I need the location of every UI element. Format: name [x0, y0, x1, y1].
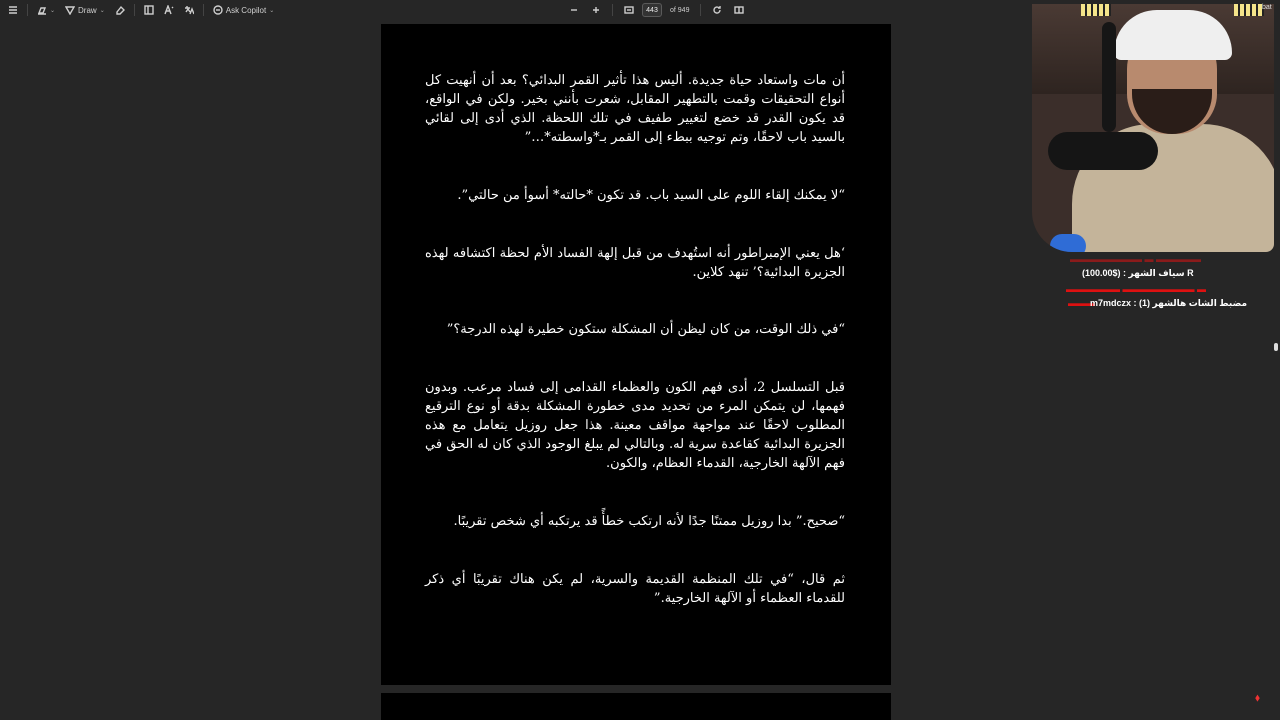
page-total: of 949	[670, 6, 690, 14]
toolbar-separator	[27, 4, 28, 16]
translate-icon	[184, 5, 194, 15]
paragraph: ‘هل يعني الإمبراطور أنه استُهدف من قبل إلهة الفساد الأم لحظة اكتشافه لهذه الجزيرة البدائية؟’ تنهد كلاين.	[425, 246, 845, 280]
overlay-top-moderator: m7mdczx : (1) مضبط الشات هالشهر	[1090, 298, 1248, 308]
crown-badge-icon	[1081, 4, 1111, 16]
toolbar-separator	[700, 4, 701, 16]
pdf-next-page	[381, 693, 891, 720]
two-page-icon	[734, 5, 744, 15]
white-cap	[1114, 10, 1232, 60]
draw-label: Draw	[78, 5, 97, 15]
overlay-top-donor: سياف الشهر : ($100.00) R	[1082, 268, 1194, 278]
page-number-input[interactable]: 443	[642, 3, 662, 17]
chevron-down-icon: ⌄	[269, 7, 275, 14]
paragraph: “صحيح.” بدا روزيل ممتنًا جدًا لأنه ارتكب خطأً قد يرتكبه أي شخص تقريبًا.	[453, 514, 845, 529]
paragraph: ثم قال، “في تلك المنظمة القديمة والسرية، لم يكن هناك تقريبًا أي ذكر للقدماء العظماء أو الآلهة الخارجية.”	[425, 572, 845, 606]
corner-label: bat	[1262, 4, 1272, 11]
contents-button[interactable]	[4, 2, 22, 18]
page-layout-button[interactable]	[730, 2, 748, 18]
plus-icon	[591, 5, 601, 15]
ask-copilot-label: Ask Copilot	[225, 5, 267, 15]
eraser-icon	[115, 5, 125, 15]
paragraph: “في ذلك الوقت، من كان ليظن أن المشكلة ستكون خطيرة لهذه الدرجة؟”	[446, 322, 845, 337]
blue-object	[1050, 234, 1086, 252]
draw-button[interactable]	[61, 2, 109, 18]
overlay-ticker-top: ▬▬▬▬▬▬▬▬ ▬ ▬▬▬▬▬	[1070, 254, 1202, 264]
overlay-ticker-low: ▬▬▬	[1068, 298, 1095, 308]
microphone	[1048, 132, 1158, 170]
page-view-icon	[144, 5, 154, 15]
overlay-ticker-mid: ▬▬▬▬▬▬ ▬▬▬▬▬▬▬▬ ▬	[1066, 284, 1207, 294]
chevron-down-icon: ⌄	[99, 7, 105, 14]
toolbar-separator	[203, 4, 204, 16]
highlight-button[interactable]	[33, 2, 59, 18]
copilot-icon	[213, 5, 223, 15]
read-aloud-icon	[164, 5, 174, 15]
paragraph: قبل التسلسل 2، أدى فهم الكون والعظماء القدامى إلى فساد مرعب. وبدون فهمها، لن يتمكن المرء من تحديد مدى خطورة المشكلة بدقة أو نوع الترقيع المطلوب لاحقًا عند مواجهة مواقف معينة. هذا جعل روزيل يتعامل مع هذه الجزيرة البدائية كقاعدة سرية له. وبالتالي لم يبلغ الوجود الذي كان له الحق في فهم الآلهة الخارجية، القدماء العظام، والكون.	[425, 380, 845, 471]
zoom-in-button[interactable]	[587, 2, 605, 18]
erase-button[interactable]	[111, 2, 129, 18]
zoom-out-button[interactable]	[565, 2, 583, 18]
toolbar-separator	[612, 4, 613, 16]
view-button[interactable]	[140, 2, 158, 18]
read-aloud-button[interactable]	[160, 2, 178, 18]
webcam-overlay	[1032, 4, 1274, 252]
pdf-page	[381, 24, 891, 685]
crown-badge-icon	[1234, 4, 1264, 16]
chevron-down-icon: ⌄	[50, 7, 56, 14]
paragraph: أن مات واستعاد حياة جديدة. أليس هذا تأثير القمر البدائي؟ بعد أن أنهيت كل أنواع التحقيقات وقمت بالتطهير المقابل، شعرت بأنني بخير. ولكن في الواقع، قد يكون القدر قد خضع لتغيير طفيف في تلك اللحظة. الذي أدى إلى لقائي بالسيد باب لاحقًا، وتم توجيه ببطء إلى القمر بـ*واسطته*…”	[425, 73, 845, 145]
rotate-button[interactable]	[708, 2, 726, 18]
fit-page-button[interactable]	[620, 2, 638, 18]
pen-icon	[65, 5, 75, 15]
translate-button[interactable]	[180, 2, 198, 18]
highlighter-icon	[37, 5, 47, 15]
toolbar-separator	[134, 4, 135, 16]
scrollbar-thumb[interactable]	[1274, 343, 1278, 351]
list-icon	[8, 5, 18, 15]
minus-icon	[569, 5, 579, 15]
ask-copilot-button[interactable]	[209, 2, 279, 18]
pdf-icon: ⬧	[1255, 692, 1260, 704]
fit-width-icon	[624, 5, 634, 15]
headset	[1102, 22, 1116, 132]
rotate-icon	[712, 5, 722, 15]
paragraph: “لا يمكنك إلقاء اللوم على السيد باب. قد تكون *حالته* أسوأ من حالتي”.	[457, 188, 845, 203]
